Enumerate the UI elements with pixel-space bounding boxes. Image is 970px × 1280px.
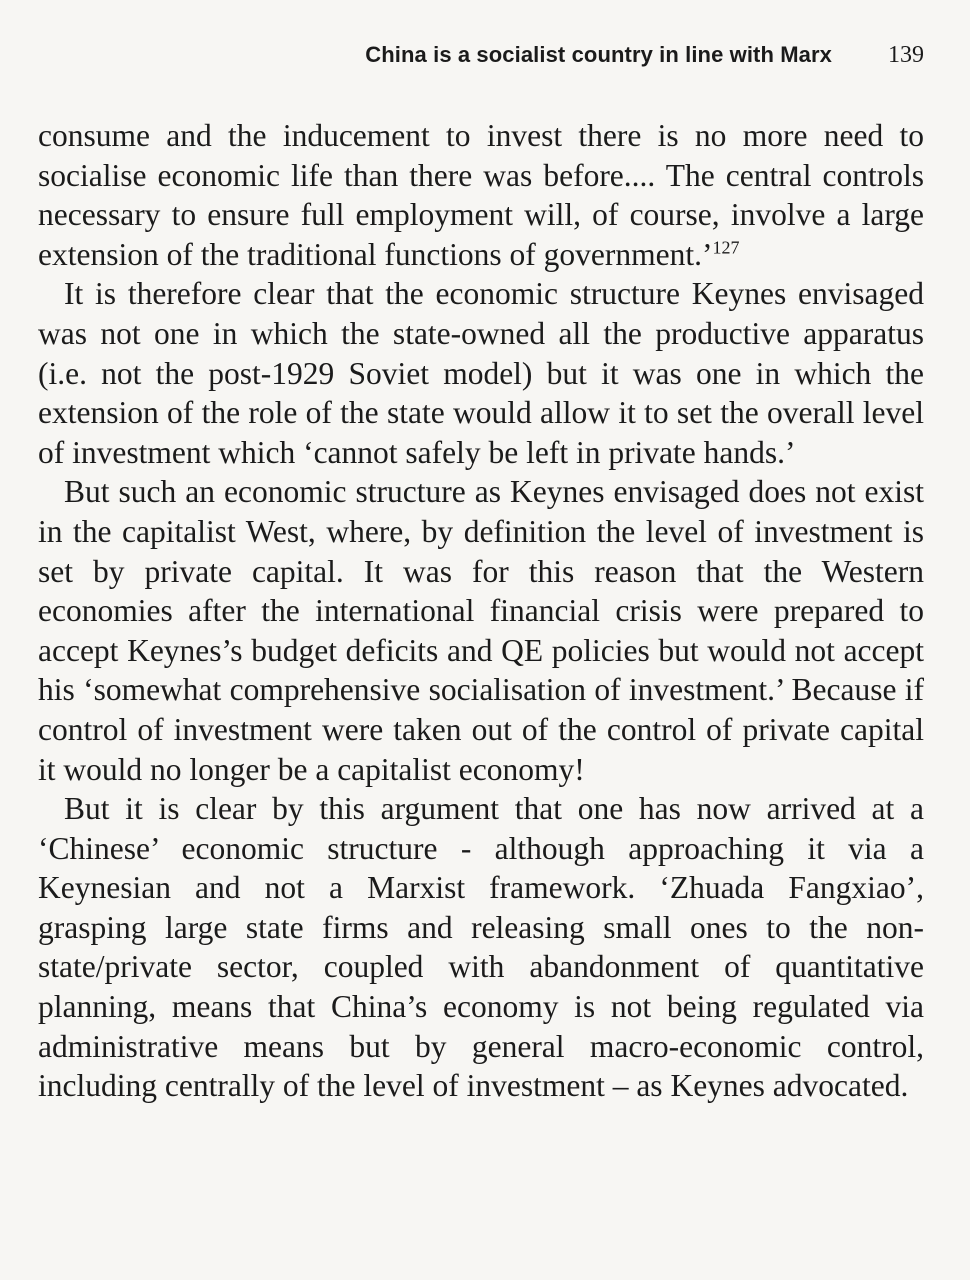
paragraph-keynes-structure	[38, 274, 924, 472]
paragraph-text: consume and the inducement to invest there is no more need to socialise economic life than there was before.... The central controls necessary to ensure full employment will, of course, involve a large extension of the traditional functions of government.’	[38, 118, 924, 272]
paragraph-quote-continuation	[38, 116, 924, 274]
paragraph-text: But such an economic structure as Keynes envisaged does not exist in the capitalist West, where, by definition the level of investment is set by private capital. It was for this reason that the Western economies after the international financial crisis were prepared to accept Keynes’s budget deficits and QE policies but would not accept his ‘somewhat comprehensive socialisation of investment.’ Because if control of investment were taken out of the control of private capital it would no longer be a capitalist economy!	[38, 474, 924, 787]
running-title: China is a socialist country in line with Marx	[365, 42, 832, 67]
paragraph-chinese-structure	[38, 789, 924, 1106]
body-text	[38, 116, 924, 1106]
footnote-reference: 127	[712, 237, 740, 258]
paragraph-text: But it is clear by this argument that one has now arrived at a ‘Chinese’ economic structure - although approaching it via a Keynesian and not a Marxist framework. ‘Zhuada Fangxiao’, grasping large state firms and releasing small ones to the non-state/private sector, coupled with abandonment of quantitative planning, means that China’s economy is not being regulated via administrative means but by general macro-economic control, including centrally of the level of investment – as Keynes advocated.	[38, 791, 924, 1104]
page-number: 139	[888, 42, 924, 68]
running-head	[38, 42, 924, 82]
paragraph-text: It is therefore clear that the economic structure Keynes envisaged was not one in which the state-owned all the productive apparatus (i.e. not the post-1929 Soviet model) but it was one in which the extension of the role of the state would allow it to set the overall level of investment which ‘cannot safely be left in private hands.’	[38, 276, 924, 470]
paragraph-capitalist-west	[38, 472, 924, 789]
